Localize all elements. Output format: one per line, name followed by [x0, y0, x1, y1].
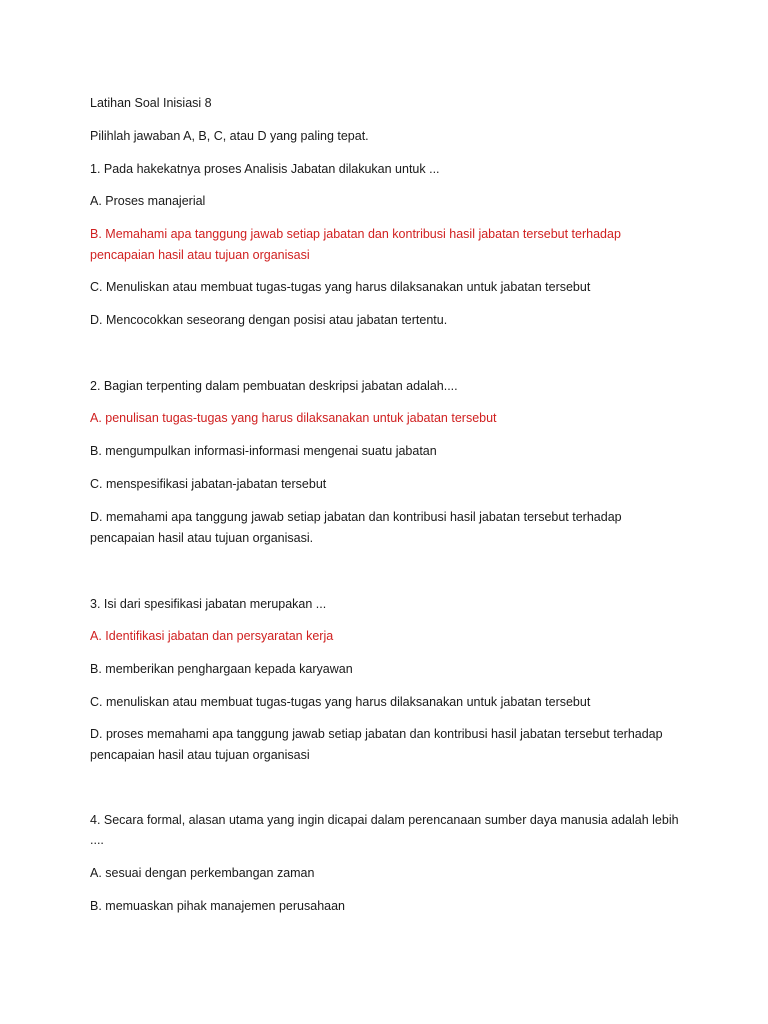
q3-option-b: B. memberikan penghargaan kepada karyawan — [90, 662, 353, 676]
q3-option-d-line1: D. proses memahami apa tanggung jawab setiap jabatan dan kontribusi hasil jabatan tersebut terhadap — [90, 727, 663, 741]
q2-option-b: B. mengumpulkan informasi-informasi mengenai suatu jabatan — [90, 444, 437, 458]
q3-option-d-line2: pencapaian hasil atau tujuan organisasi — [90, 748, 310, 762]
q3-option-a: A. Identifikasi jabatan dan persyaratan kerja — [90, 629, 334, 643]
q2-option-d-line2: pencapaian hasil atau tujuan organisasi. — [90, 531, 314, 545]
q2-option-d-line1: D. memahami apa tanggung jawab setiap jabatan dan kontribusi hasil jabatan tersebut terhadap — [90, 510, 622, 524]
q4-option-b: B. memuaskan pihak manajemen perusahaan — [90, 899, 346, 913]
q4-option-a: A. sesuai dengan perkembangan zaman — [90, 866, 315, 880]
q1-option-b-line2: pencapaian hasil atau tujuan organisasi — [90, 248, 310, 262]
q2-option-c: C. menspesifikasi jabatan-jabatan tersebut — [90, 477, 327, 491]
question-4-line1: 4. Secara formal, alasan utama yang ingin dicapai dalam perencanaan sumber daya manusia adalah lebih — [90, 813, 679, 827]
q1-option-a: A. Proses manajerial — [90, 194, 206, 208]
question-2: 2. Bagian terpenting dalam pembuatan deskripsi jabatan adalah.... — [90, 379, 458, 393]
q1-option-d: D. Mencocokkan seseorang dengan posisi atau jabatan tertentu. — [90, 313, 448, 327]
instruction-text: Pilihlah jawaban A, B, C, atau D yang paling tepat. — [90, 129, 369, 143]
q1-option-c: C. Menuliskan atau membuat tugas-tugas yang harus dilaksanakan untuk jabatan tersebut — [90, 280, 591, 294]
question-3: 3. Isi dari spesifikasi jabatan merupakan ... — [90, 597, 327, 611]
q2-option-a: A. penulisan tugas-tugas yang harus dilaksanakan untuk jabatan tersebut — [90, 411, 497, 425]
q1-option-b-line1: B. Memahami apa tanggung jawab setiap jabatan dan kontribusi hasil jabatan tersebut terhadap — [90, 227, 621, 241]
document-title: Latihan Soal Inisiasi 8 — [90, 96, 212, 110]
q3-option-c: C. menuliskan atau membuat tugas-tugas yang harus dilaksanakan untuk jabatan tersebut — [90, 695, 591, 709]
question-1: 1. Pada hakekatnya proses Analisis Jabatan dilakukan untuk ... — [90, 162, 440, 176]
question-4-line2: .... — [90, 833, 104, 847]
